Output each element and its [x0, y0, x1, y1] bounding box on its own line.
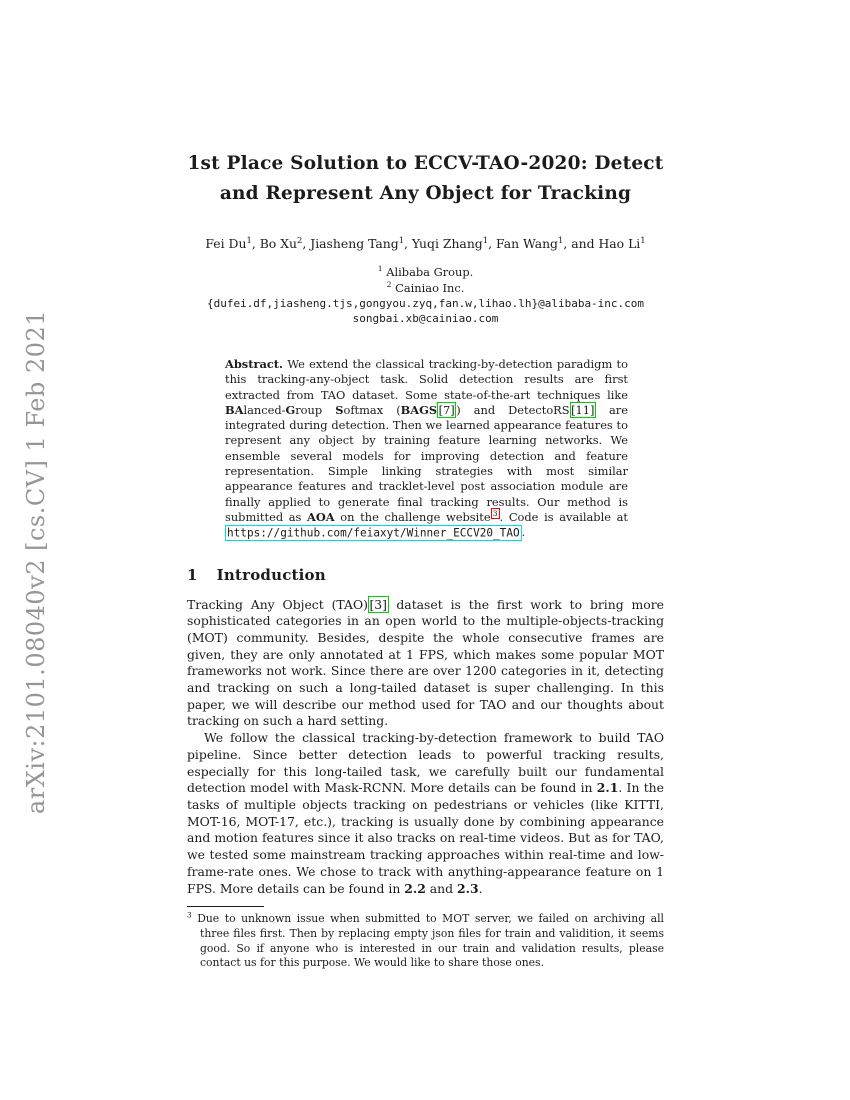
- text-segment: . Code is available at: [499, 509, 629, 524]
- affiliation-1: [187, 265, 664, 281]
- footnote-3-text: [187, 912, 664, 971]
- text-segment: AOA: [307, 509, 335, 524]
- text-segment: , Yuqi Zhang: [404, 236, 483, 251]
- text-segment: We extend the classical tracking-by-detection paradigm to this tracking-any-object task. Solid detection results are first extracted from TAO dataset. Some state-of-the-art techniques like: [225, 357, 628, 402]
- text-segment: Abstract.: [225, 357, 284, 371]
- paper-title: 1st Place Solution to ECCV-TAO-2020: Detect and Represent Any Object for Tracking: [187, 153, 664, 204]
- text-segment: 1: [398, 234, 405, 245]
- text-column: [187, 0, 664, 971]
- text-segment: on the challenge website: [334, 509, 491, 524]
- text-segment: 2.3: [457, 880, 479, 896]
- text-segment: 2.1: [596, 780, 619, 796]
- affiliations-block: [187, 265, 664, 296]
- arxiv-watermark: arXiv:2101.08040v2 [cs.CV] 1 Feb 2021: [22, 309, 50, 815]
- text-segment: ) and DetectoRS: [456, 402, 570, 417]
- section-title: Introduction: [216, 565, 326, 584]
- text-segment: S: [335, 402, 344, 417]
- text-segment: lanced-: [243, 402, 286, 417]
- citation-11-link[interactable]: [11]: [571, 402, 595, 417]
- text-segment: .: [521, 525, 526, 540]
- citation-7-link[interactable]: [7]: [438, 402, 455, 417]
- text-segment: 1: [558, 234, 564, 245]
- text-segment: Due to unknown issue when submitted to MOT server, we failed on archiving all three files first. Then by replacing empty json files for train and validition, it seems good. So if anyone who is interested in our train and validation results, please contact us for this purpose. We would like to share those ones.: [191, 912, 664, 970]
- text-segment: Alibaba Group.: [382, 265, 474, 279]
- text-segment: , Fan Wang: [488, 236, 558, 251]
- text-segment: G: [285, 402, 296, 417]
- text-segment: , Bo Xu: [251, 236, 297, 251]
- text-segment: We follow the classical tracking-by-detection framework to build TAO pipeline. Since better detection leads to powerful tracking results, especially for this long-tailed task, we carefully built our fundamental detection model with Mask-RCNN. More details can be found in: [187, 730, 664, 796]
- intro-paragraph-1: [187, 597, 664, 731]
- text-segment: , Jiasheng Tang: [302, 236, 399, 251]
- citation-3-link[interactable]: [3]: [369, 596, 388, 612]
- section-heading-introduction: [187, 566, 664, 584]
- affiliation-2: [187, 281, 664, 297]
- text-segment: 2: [297, 234, 303, 245]
- text-segment: 1: [482, 234, 489, 245]
- text-segment: 1: [377, 264, 383, 274]
- email-group-line: {dufei.df,jiasheng.tjs,gongyou.zyq,fan.w,lihao.lh}@alibaba-inc.com: [206, 297, 645, 310]
- text-segment: 2: [386, 279, 392, 289]
- intro-paragraph-2: [187, 730, 664, 897]
- emails-block: [187, 296, 664, 326]
- text-segment: dataset is the first work to bring more sophisticated categories in an open world to the multiple-objects-tracking (MOT) community. Besides, despite the whole consecutive frames are given, they are only annotated at 1 FPS, which makes some popular MOT frameworks not work. Since there are over 1200 categories in it, detecting and tracking on such a long-tailed dataset is super challenging. In this paper, we will describe our method used for TAO and our thoughts about tracking on such a hard setting.: [187, 596, 665, 729]
- text-segment: are integrated during detection. Then we learned appearance features to represent any object by training feature learning networks. We ensemble several models for improving detection and feature representation. Simple linking strategies with most similar appearance features and tracklet-level post association module are finally applied to generate final tracking results. Our method is submitted as: [225, 402, 628, 524]
- text-segment: Tracking Any Object (TAO): [187, 596, 368, 612]
- text-segment: 2.2: [404, 880, 426, 896]
- section-number: 1: [187, 565, 198, 584]
- text-segment: BAGS: [400, 402, 438, 417]
- text-segment: and: [425, 880, 458, 896]
- text-segment: 3: [187, 910, 192, 920]
- text-segment: 1: [246, 234, 252, 245]
- text-segment: roup: [295, 402, 336, 417]
- text-segment: Cainiao Inc.: [391, 280, 465, 295]
- footnote-rule: [187, 906, 264, 907]
- authors-line: [187, 236, 664, 251]
- text-segment: BA: [225, 402, 244, 417]
- text-segment: Fei Du: [205, 236, 247, 251]
- text-segment: oftmax (: [343, 402, 401, 417]
- email-individual-line: songbai.xb@cainiao.com: [352, 312, 499, 325]
- github-url-link[interactable]: https://github.com/feiaxyt/Winner_ECCV20_TAO: [227, 526, 520, 540]
- text-segment: . In the tasks of multiple objects tracking on pedestrians or vehicles (like KITTI, MOT-16, MOT-17, etc.), tracking is usually done by combining appearance and motion features since it also tracks on real-time videos. But as for TAO, we tested some mainstream tracking approaches within real-time and low-frame-rate ones. We chose to track with anything-appearance feature on 1 FPS. More details can be found in: [187, 780, 664, 896]
- text-segment: .: [478, 880, 483, 896]
- text-segment: 1: [640, 234, 646, 245]
- footnote-3-marker-link[interactable]: 3: [492, 509, 498, 519]
- abstract-text: [225, 357, 628, 541]
- text-segment: , and Hao Li: [563, 236, 641, 251]
